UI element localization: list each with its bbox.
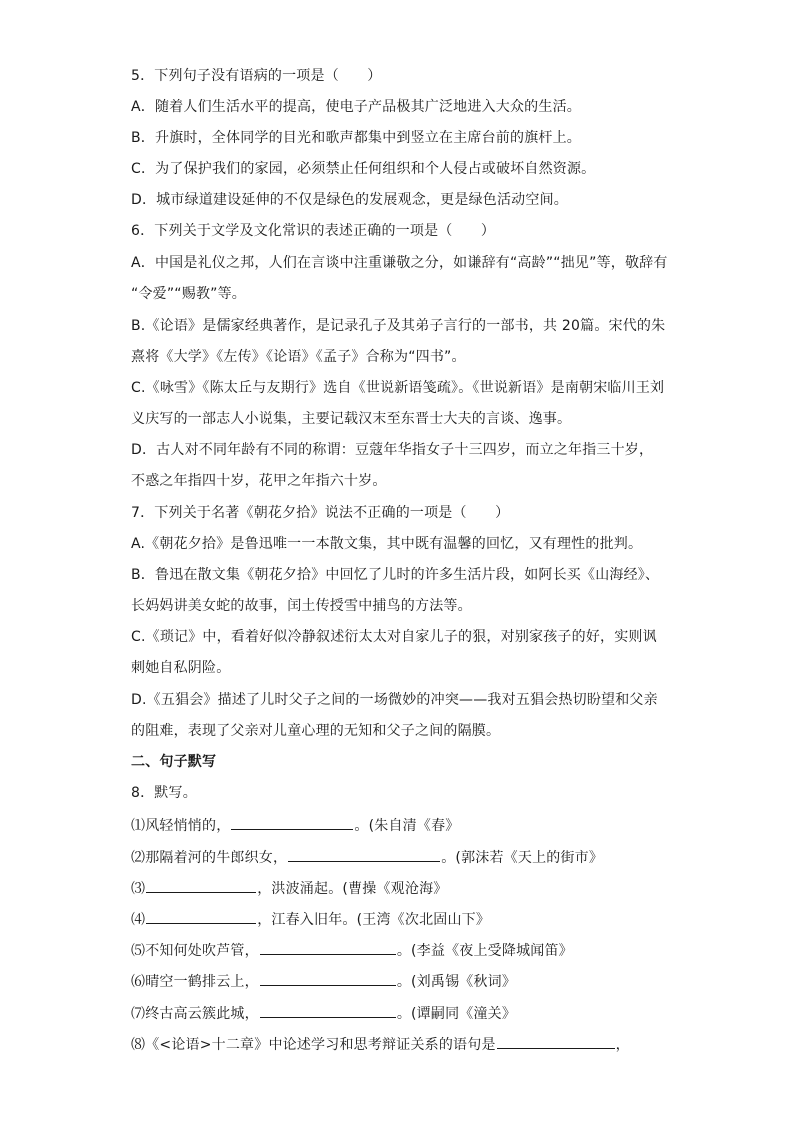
q5-option-b: B．升旗时，全体同学的目光和歌声都集中到竖立在主席台前的旗杆上。 bbox=[131, 130, 582, 146]
q7-option-b-line2: 长妈妈讲美女蛇的故事，闰土传授雪中捕鸟的方法等。 bbox=[131, 598, 472, 614]
q7-option-d-line2: 的阻难，表现了父亲对儿童心理的无知和父子之间的隔膜。 bbox=[131, 723, 501, 739]
q6-option-c-line2: 义庆写的一部志人小说集，主要记载汉末至东晋士大夫的言谈、逸事。 bbox=[131, 411, 572, 427]
section-title: 二、句子默写 bbox=[131, 754, 217, 770]
q8-item-suffix: 。(朱自清《春》 bbox=[354, 818, 460, 834]
q6-option-c-line1: C.《咏雪》《陈太丘与友期行》选自《世说新语笺疏》。《世说新语》是南朝宋临川王刘 bbox=[131, 380, 665, 396]
q7-option-c-line2: 刺她自私阴险。 bbox=[131, 660, 231, 676]
q8-item bbox=[131, 877, 447, 899]
q8-stem: 8．默写。 bbox=[131, 785, 197, 801]
q8-item-suffix: 。(郭沫若《天上的街市》 bbox=[441, 850, 604, 866]
q6-option-b-line1: B.《论语》是儒家经典著作，是记录孔子及其弟子言行的一部书，共 20篇。宋代的朱 bbox=[131, 318, 666, 334]
q8-item bbox=[131, 814, 459, 836]
q6-option-d-line1: D．古人对不同年龄有不同的称谓：豆蔻年华指女子十三四岁，而立之年指三十岁， bbox=[131, 442, 654, 458]
q6-option-a-line1: A．中国是礼仪之邦，人们在言谈中注重谦敬之分，如谦辞有“高龄”“拙见”等，敬辞有 bbox=[131, 255, 668, 271]
answer-blank[interactable] bbox=[146, 877, 256, 893]
q8-item-prefix: ⑵那隔着河的牛郎织女， bbox=[131, 850, 288, 866]
q7-option-c-line1: C.《琐记》中，看着好似冷静叙述衍太太对自家儿子的狠，对别家孩子的好，实则讽 bbox=[131, 629, 657, 645]
q6-stem: 6．下列关于文学及文化常识的表述正确的一项是（ ） bbox=[131, 223, 496, 239]
q8-item-suffix: ， bbox=[615, 1037, 630, 1053]
q7-option-a: A.《朝花夕拾》是鲁迅唯一一本散文集，其中既有温馨的回忆，又有理性的批判。 bbox=[131, 536, 643, 552]
answer-blank[interactable] bbox=[260, 970, 396, 986]
q8-item-prefix: ⑴风轻悄悄的， bbox=[131, 818, 231, 834]
q8-item-prefix: ⑻《<论语>十二章》中论述学习和思考辩证关系的语句是 bbox=[131, 1037, 496, 1053]
answer-blank[interactable] bbox=[260, 939, 396, 955]
q6-option-b-line2: 熹将《大学》《左传》《论语》《孟子》合称为“四书”。 bbox=[131, 349, 466, 365]
q8-item bbox=[131, 1033, 630, 1055]
q8-item-suffix: 。(李益《夜上受降城闻笛》 bbox=[396, 943, 573, 959]
q8-item bbox=[131, 908, 490, 930]
q8-item bbox=[131, 846, 603, 868]
answer-blank[interactable] bbox=[288, 846, 440, 862]
q8-item-prefix: ⑹晴空一鹤排云上， bbox=[131, 974, 259, 990]
answer-blank[interactable] bbox=[497, 1033, 615, 1049]
q5-option-d: D．城市绿道建设延伸的不仅是绿色的发展观念，更是绿色活动空间。 bbox=[131, 192, 568, 208]
q8-item-suffix: 。(谭嗣同《潼关》 bbox=[396, 1006, 517, 1022]
q7-option-b-line1: B．鲁迅在散文集《朝花夕拾》中回忆了儿时的许多生活片段，如阿长买《山海经》、 bbox=[131, 567, 660, 583]
q6-option-a-line2: “令爱”“赐教”等。 bbox=[131, 286, 247, 302]
q8-item-suffix: ，江春入旧年。(王湾《次北固山下》 bbox=[257, 912, 491, 928]
q8-item bbox=[131, 939, 573, 961]
q8-item-suffix: 。(刘禹锡《秋词》 bbox=[396, 974, 517, 990]
q8-item-prefix: ⑷ bbox=[131, 912, 146, 928]
q8-item bbox=[131, 970, 516, 992]
q8-item-prefix: ⑺终古高云簇此城， bbox=[131, 1006, 259, 1022]
q5-option-a: A．随着人们生活水平的提高，使电子产品极其广泛地进入大众的生活。 bbox=[131, 99, 581, 115]
q5-option-c: C．为了保护我们的家园，必须禁止任何组织和个人侵占或破坏自然资源。 bbox=[131, 161, 596, 177]
answer-blank[interactable] bbox=[146, 908, 256, 924]
answer-blank[interactable] bbox=[260, 1002, 396, 1018]
q5-stem: 5．下列句子没有语病的一项是（ ） bbox=[131, 68, 382, 84]
q6-option-d-line2: 不惑之年指四十岁，花甲之年指六十岁。 bbox=[131, 473, 387, 489]
answer-blank[interactable] bbox=[231, 814, 353, 830]
q8-item-prefix: ⑸不知何处吹芦管， bbox=[131, 943, 259, 959]
q8-item bbox=[131, 1002, 516, 1024]
q8-item-prefix: ⑶ bbox=[131, 881, 146, 897]
q7-stem: 7．下列关于名著《朝花夕拾》说法不正确的一项是（ ） bbox=[131, 505, 510, 521]
q8-item-suffix: ，洪波涌起。(曹操《观沧海》 bbox=[257, 881, 448, 897]
q7-option-d-line1: D.《五猖会》描述了儿时父子之间的一场微妙的冲突——我对五猖会热切盼望和父亲 bbox=[131, 692, 658, 708]
